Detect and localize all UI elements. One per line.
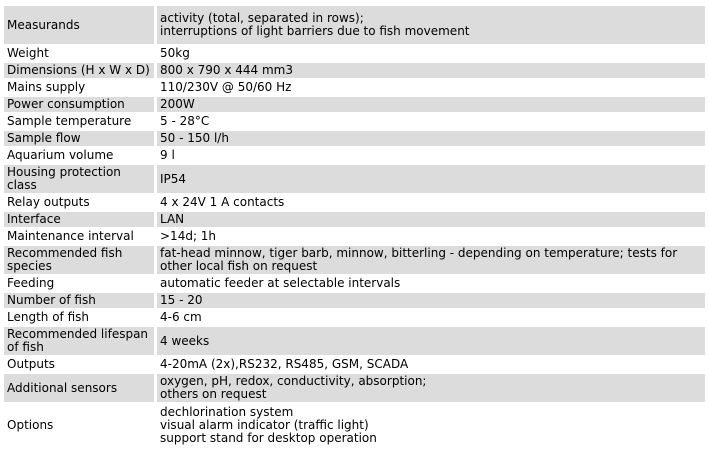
spec-value: 800 x 790 x 444 mm3 [157, 63, 705, 78]
spec-label: Sample temperature [4, 114, 157, 129]
table-row [4, 404, 705, 446]
spec-label: Aquarium volume [4, 148, 157, 163]
spec-value: LAN [157, 212, 705, 227]
spec-value: 5 - 28°C [157, 114, 705, 129]
spec-label: Recommended lifespan of fish [4, 327, 157, 355]
spec-label: Power consumption [4, 97, 157, 112]
spec-label: Interface [4, 212, 157, 227]
table-row [4, 63, 705, 78]
spec-value: 4 x 24V 1 A contacts [157, 195, 705, 210]
spec-value: fat-head minnow, tiger barb, minnow, bitterling - depending on temperature; tests for other local fish on request [157, 246, 705, 274]
spec-value: 4 weeks [157, 327, 705, 355]
table-row [4, 6, 705, 44]
spec-label: Weight [4, 46, 157, 61]
table-row [4, 357, 705, 372]
spec-value: dechlorination system visual alarm indicator (traffic light) support stand for desktop operation [157, 404, 705, 446]
table-row [4, 276, 705, 291]
spec-value: 200W [157, 97, 705, 112]
spec-value: activity (total, separated in rows); interruptions of light barriers due to fish movement [157, 6, 705, 44]
table-row [4, 310, 705, 325]
spec-value: 50 - 150 l/h [157, 131, 705, 146]
spec-value: 15 - 20 [157, 293, 705, 308]
spec-label: Dimensions (H x W x D) [4, 63, 157, 78]
spec-label: Length of fish [4, 310, 157, 325]
table-row [4, 195, 705, 210]
table-row [4, 97, 705, 112]
spec-value: >14d; 1h [157, 229, 705, 244]
spec-label: Relay outputs [4, 195, 157, 210]
spec-label: Options [4, 404, 157, 446]
spec-value: automatic feeder at selectable intervals [157, 276, 705, 291]
spec-label: Additional sensors [4, 374, 157, 402]
spec-label: Sample flow [4, 131, 157, 146]
table-row [4, 246, 705, 274]
spec-value: 50kg [157, 46, 705, 61]
table-row [4, 46, 705, 61]
spec-label: Measurands [4, 6, 157, 44]
spec-label: Recommended fish species [4, 246, 157, 274]
spec-label: Feeding [4, 276, 157, 291]
table-row [4, 148, 705, 163]
spec-label: Outputs [4, 357, 157, 372]
spec-value: 110/230V @ 50/60 Hz [157, 80, 705, 95]
table-row [4, 131, 705, 146]
table-row [4, 374, 705, 402]
table-row [4, 114, 705, 129]
spec-label: Mains supply [4, 80, 157, 95]
table-row [4, 80, 705, 95]
spec-label: Maintenance interval [4, 229, 157, 244]
specifications-table [4, 4, 705, 448]
table-row [4, 212, 705, 227]
table-row [4, 229, 705, 244]
spec-label: Housing protection class [4, 165, 157, 193]
spec-value: 9 l [157, 148, 705, 163]
spec-value: IP54 [157, 165, 705, 193]
spec-label: Number of fish [4, 293, 157, 308]
table-row [4, 293, 705, 308]
spec-value: 4-20mA (2x),RS232, RS485, GSM, SCADA [157, 357, 705, 372]
spec-value: oxygen, pH, redox, conductivity, absorption; others on request [157, 374, 705, 402]
table-row [4, 165, 705, 193]
spec-value: 4-6 cm [157, 310, 705, 325]
table-row [4, 327, 705, 355]
